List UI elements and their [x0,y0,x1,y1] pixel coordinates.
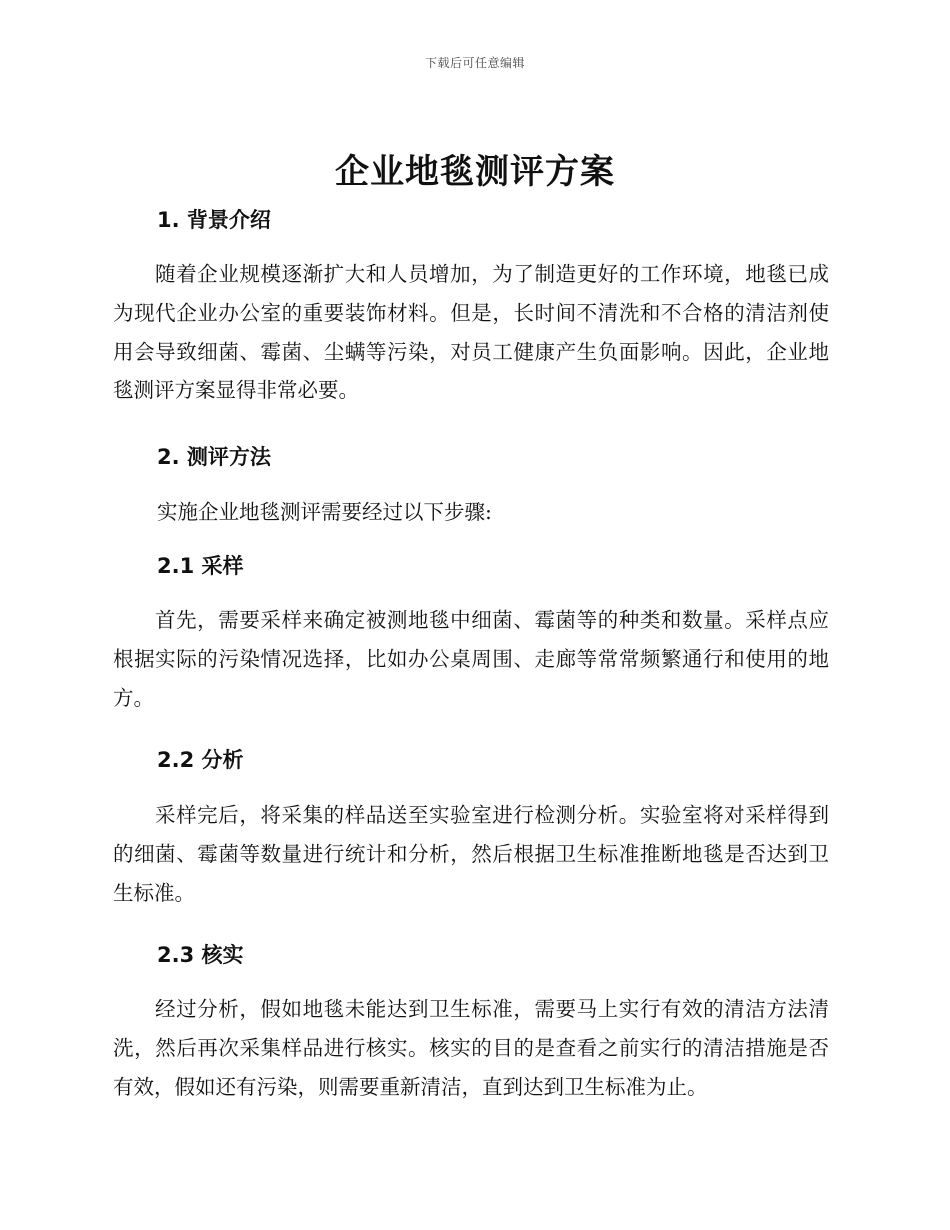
section-heading-background: 1. 背景介绍 [157,208,271,232]
paragraph-verification: 经过分析，假如地毯未能达到卫生标准，需要马上实行有效的清洁方法清洗，然后再次采集样品进行核实。核实的目的是查看之前实行的清洁措施是否有效，假如还有污染，则需要重新清洁，直到达到卫生标准为止。 [113,997,829,1099]
paragraph-analysis: 采样完后，将采集的样品送至实验室进行检测分析。实验室将对采样得到的细菌、霉菌等数量进行统计和分析，然后根据卫生标准推断地毯是否达到卫生标准。 [113,803,829,905]
section-heading-analysis: 2.2 分析 [157,748,244,772]
paragraph-method-intro: 实施企业地毯测评需要经过以下步骤: [157,500,492,524]
paragraph-background: 随着企业规模逐渐扩大和人员增加，为了制造更好的工作环境，地毯已成为现代企业办公室的重要装饰材料。但是，长时间不清洗和不合格的清洁剂使用会导致细菌、霉菌、尘螨等污染，对员工健康产生负面影响。因此，企业地毯测评方案显得非常必要。 [113,262,829,403]
section-heading-verification: 2.3 核实 [157,943,244,967]
section-heading-sampling: 2.1 采样 [157,554,244,578]
header-note: 下载后可任意编辑 [424,56,525,70]
paragraph-sampling: 首先，需要采样来确定被测地毯中细菌、霉菌等的种类和数量。采样点应根据实际的污染情况选择，比如办公桌周围、走廊等常常频繁通行和使用的地方。 [113,608,829,710]
section-heading-method: 2. 测评方法 [157,445,271,469]
document-title: 企业地毯测评方案 [335,152,615,192]
